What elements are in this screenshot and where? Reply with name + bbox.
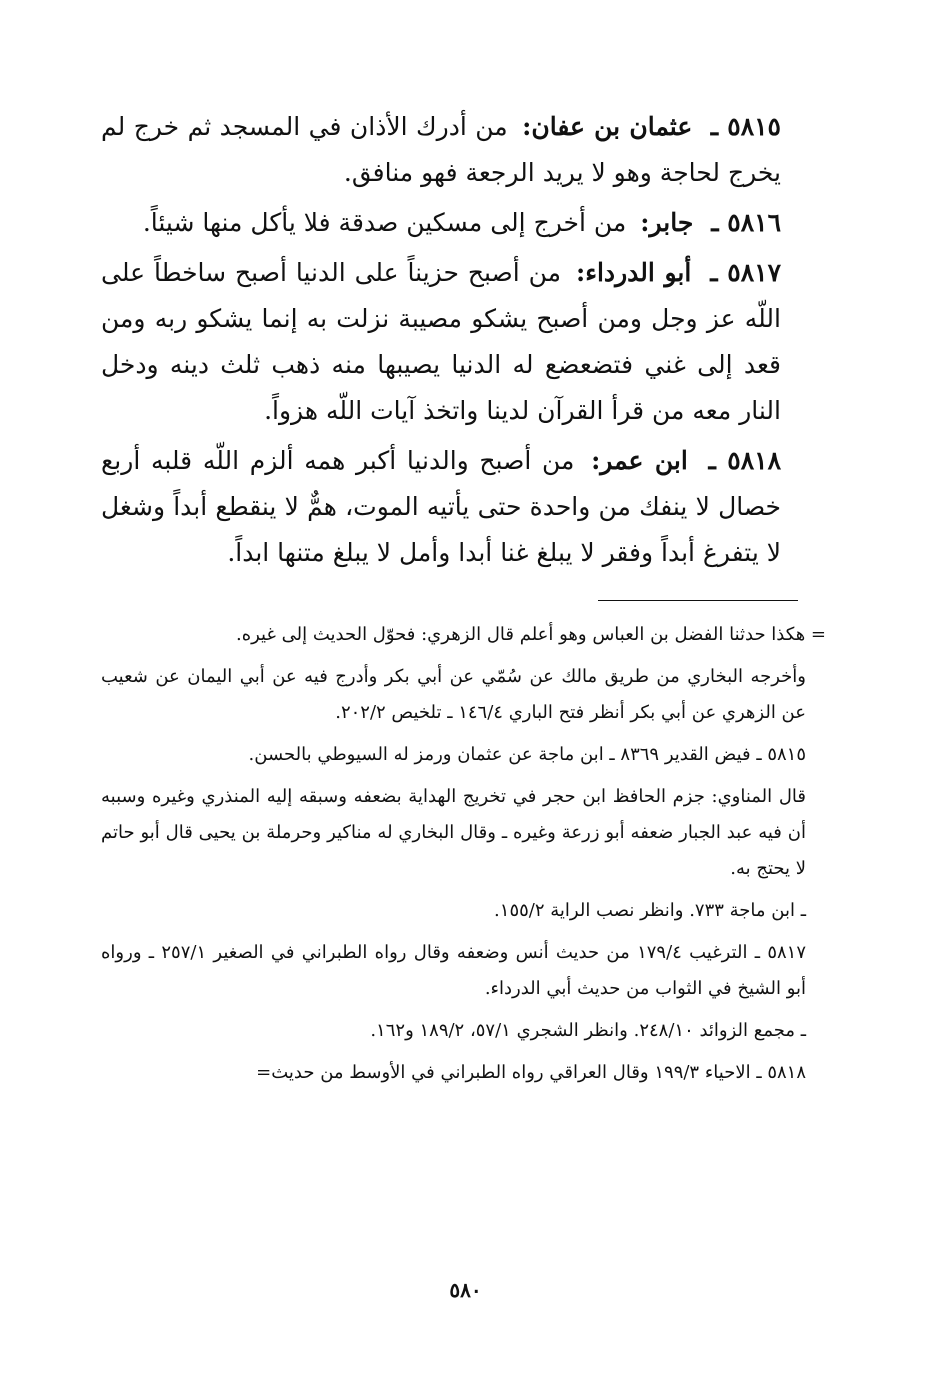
footnote: ٥٨١٧ ـ الترغيب ١٧٩/٤ من حديث أنس وضعفه وقال رواه الطبراني في الصغير ٢٥٧/١ ـ ورواه أبو الشيخ في الثواب من حديث أبي الدرداء. (101, 942, 806, 999)
footnote-separator (598, 600, 798, 601)
hadith-narrator: عثمان بن عفان: (522, 112, 693, 141)
hadith-number: ٥٨١٨ ـ (708, 446, 781, 475)
hadith-number: ٥٨١٧ ـ (710, 258, 782, 287)
footnote: ـ مجمع الزوائد ٢٤٨/١٠. وانظر الشجري ٥٧/١، ١٨٩/٢ و١٦٢. (370, 1020, 806, 1041)
hadith-text: من أخرج إلى مسكين صدقة فلا يأكل منها شيئاً. (142, 208, 627, 237)
footnote: = هكذا حدثنا الفضل بن العباس وهو أعلم قال الزهري: فحوّل الحديث إلى غيره. (235, 624, 826, 645)
hadith-entry (101, 200, 781, 246)
footnotes (101, 617, 826, 1097)
hadith-text: من أصبح والدنيا أكبر همه ألزم اللّه قلبه أربع خصال لا ينفك من واحدة حتى يأتيه الموت، همٌّ لا ينقطع أبداً وشغل لا يتفرغ أبداً وفقر لا يبلغ غنا أبدا وأمل لا يبلغ متنها ابداً. (101, 446, 781, 567)
hadith-entry (101, 250, 781, 434)
hadith-narrator: أبو الدرداء: (576, 258, 692, 287)
footnote: ٥٨١٥ ـ فيض القدير ٨٣٦٩ ـ ابن ماجة عن عثمان ورمز له السيوطي بالحسن. (248, 744, 806, 765)
hadith-entry (101, 438, 781, 576)
page-number: ٥٨٠ (449, 1278, 482, 1302)
hadith-entry (101, 104, 781, 196)
hadith-number: ٥٨١٦ ـ (711, 208, 781, 237)
hadith-number: ٥٨١٥ ـ (710, 112, 781, 141)
hadith-text: من أدرك الأذان في المسجد ثم خرج لم يخرج لحاجة وهو لا يريد الرجعة فهو منافق. (101, 112, 781, 187)
footnote: ـ ابن ماجة ٧٣٣. وانظر نصب الراية ١٥٥/٢. (494, 900, 806, 921)
hadith-list (101, 104, 781, 580)
hadith-narrator: ابن عمر: (591, 446, 688, 475)
hadith-narrator: جابر: (640, 208, 694, 237)
footnote: قال المناوي: جزم الحافظ ابن حجر في تخريج الهداية بضعفه وسبقه إليه المنذري وغيره وسببه أن فيه عبد الجبار ضعفه أبو زرعة وغيره ـ وقال البخاري له مناكير وحرملة بن يحيى قال أبو حاتم لا يحتج به. (101, 786, 806, 879)
footnote: وأخرجه البخاري من طريق مالك عن سُمّي عن أبي بكر وأدرج فيه عن أبي اليمان عن شعيب عن الزهري عن أبي بكر أنظر فتح الباري ١٤٦/٤ ـ تلخيص ٢٠٢/٢. (101, 666, 806, 723)
hadith-text: من أصبح حزيناً على الدنيا أصبح ساخطاً على اللّه عز وجل ومن أصبح يشكو مصيبة نزلت به إنما يشكو ربه ومن قعد إلى غني فتضعضع له الدنيا يصيبها منه ذهب ثلث دينه ودخل النار معه من قرأ القرآن لدينا واتخذ آيات اللّه هزواً. (101, 258, 781, 425)
footnote: ٥٨١٨ ـ الاحياء ١٩٩/٣ وقال العراقي رواه الطبراني في الأوسط من حديث= (256, 1062, 806, 1083)
